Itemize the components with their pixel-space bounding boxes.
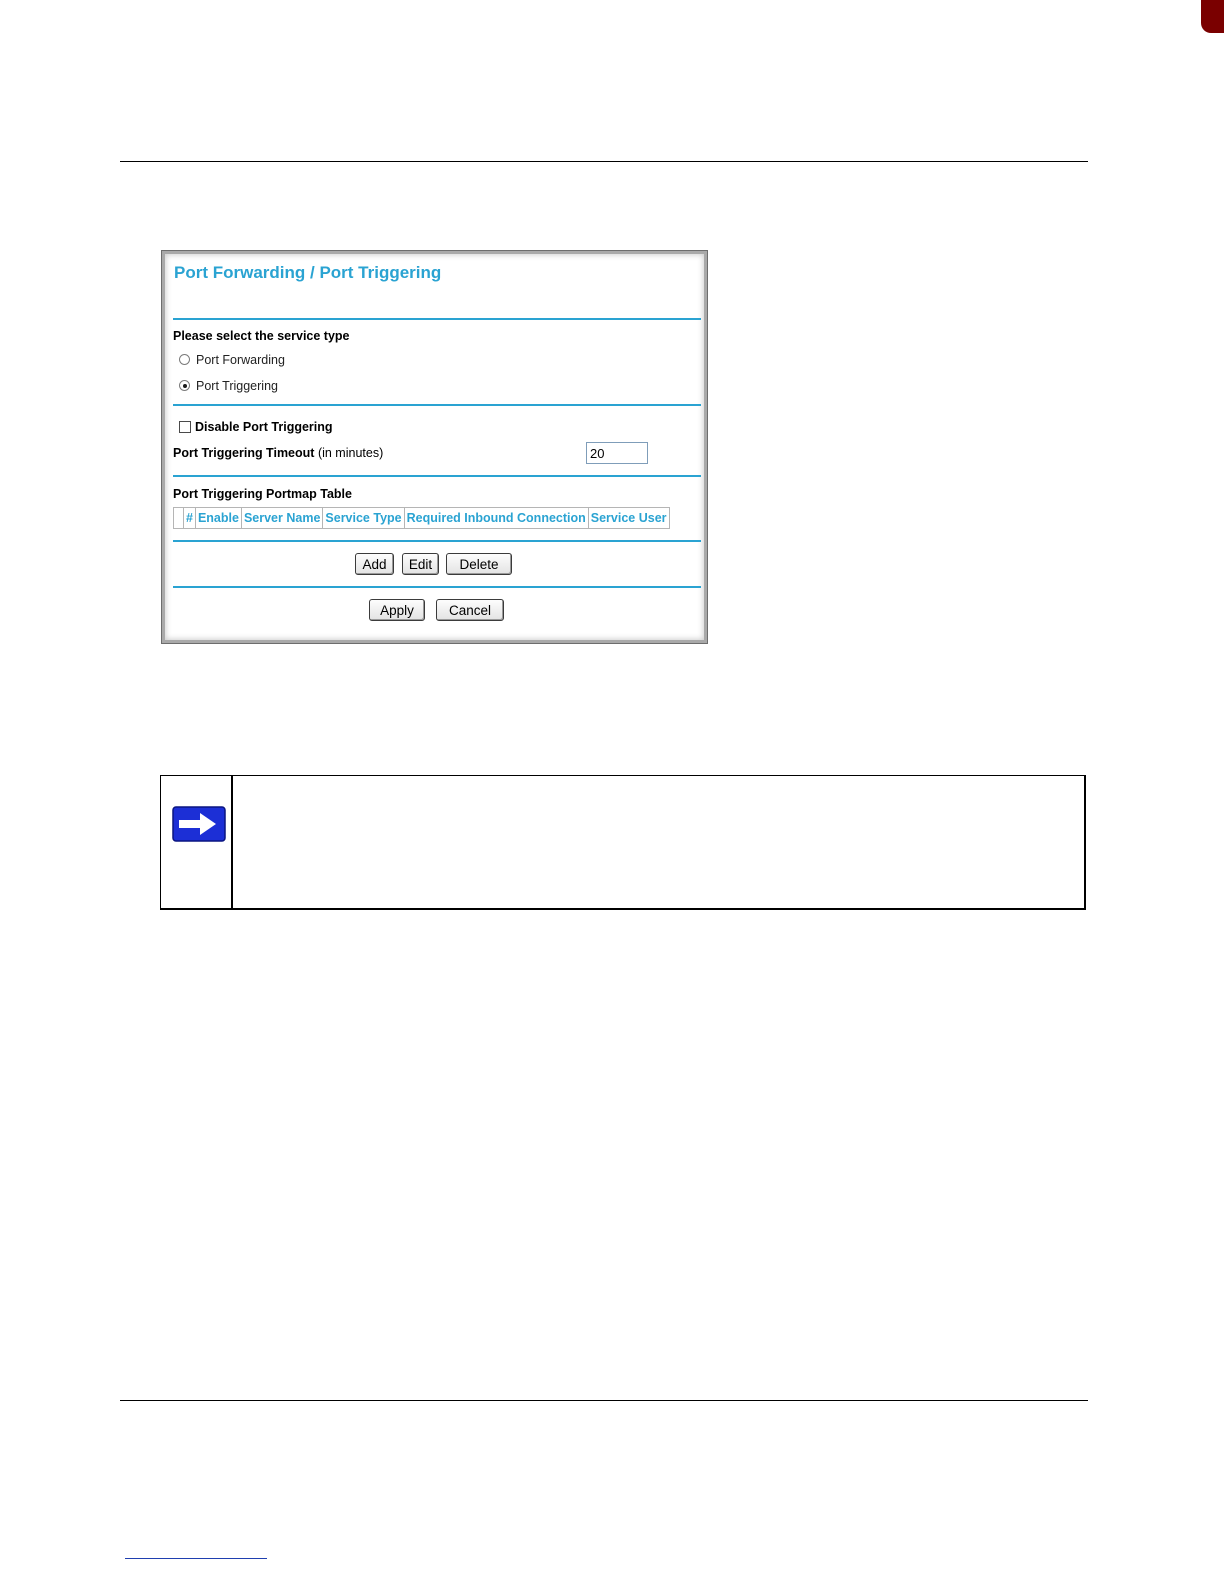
timeout-input[interactable] — [586, 442, 648, 464]
header-rule — [120, 161, 1088, 162]
delete-button[interactable]: Delete — [446, 553, 512, 575]
cancel-button[interactable]: Cancel — [436, 599, 504, 621]
apply-button[interactable]: Apply — [369, 599, 425, 621]
separator — [173, 318, 701, 320]
column-header: Required Inbound Connection — [404, 508, 588, 529]
separator — [173, 586, 701, 588]
radio-port-triggering-label: Port Triggering — [196, 379, 278, 393]
separator — [173, 540, 701, 542]
radio-port-forwarding[interactable] — [179, 354, 190, 365]
column-header: # — [184, 508, 196, 529]
chapter-tab — [1201, 0, 1224, 33]
note-divider — [231, 776, 233, 908]
edit-button[interactable]: Edit — [402, 553, 439, 575]
radio-port-triggering[interactable] — [179, 380, 190, 391]
column-header: Server Name — [241, 508, 322, 529]
disable-port-triggering-label: Disable Port Triggering — [195, 420, 333, 434]
note-box — [160, 775, 1086, 910]
service-type-label: Please select the service type — [173, 329, 350, 343]
radio-port-forwarding-label: Port Forwarding — [196, 353, 285, 367]
column-header: Service Type — [323, 508, 404, 529]
arrow-right-icon — [172, 806, 226, 842]
separator — [173, 404, 701, 406]
port-forwarding-screenshot — [161, 250, 708, 644]
timeout-unit: (in minutes) — [317, 446, 384, 460]
disable-port-triggering-checkbox[interactable] — [179, 421, 191, 433]
portmap-table — [173, 507, 670, 529]
add-button[interactable]: Add — [355, 553, 394, 575]
column-header — [174, 508, 184, 529]
footer-rule — [120, 1400, 1088, 1401]
footer-link-underline — [125, 1558, 267, 1559]
column-header: Enable — [195, 508, 241, 529]
table-header-row — [174, 508, 670, 529]
page-title: Port Forwarding / Port Triggering — [174, 263, 442, 282]
portmap-table-title: Port Triggering Portmap Table — [173, 487, 352, 501]
separator — [173, 475, 701, 477]
column-header: Service User — [588, 508, 669, 529]
timeout-label — [173, 446, 383, 460]
timeout-label-text: Port Triggering Timeout — [173, 446, 315, 460]
